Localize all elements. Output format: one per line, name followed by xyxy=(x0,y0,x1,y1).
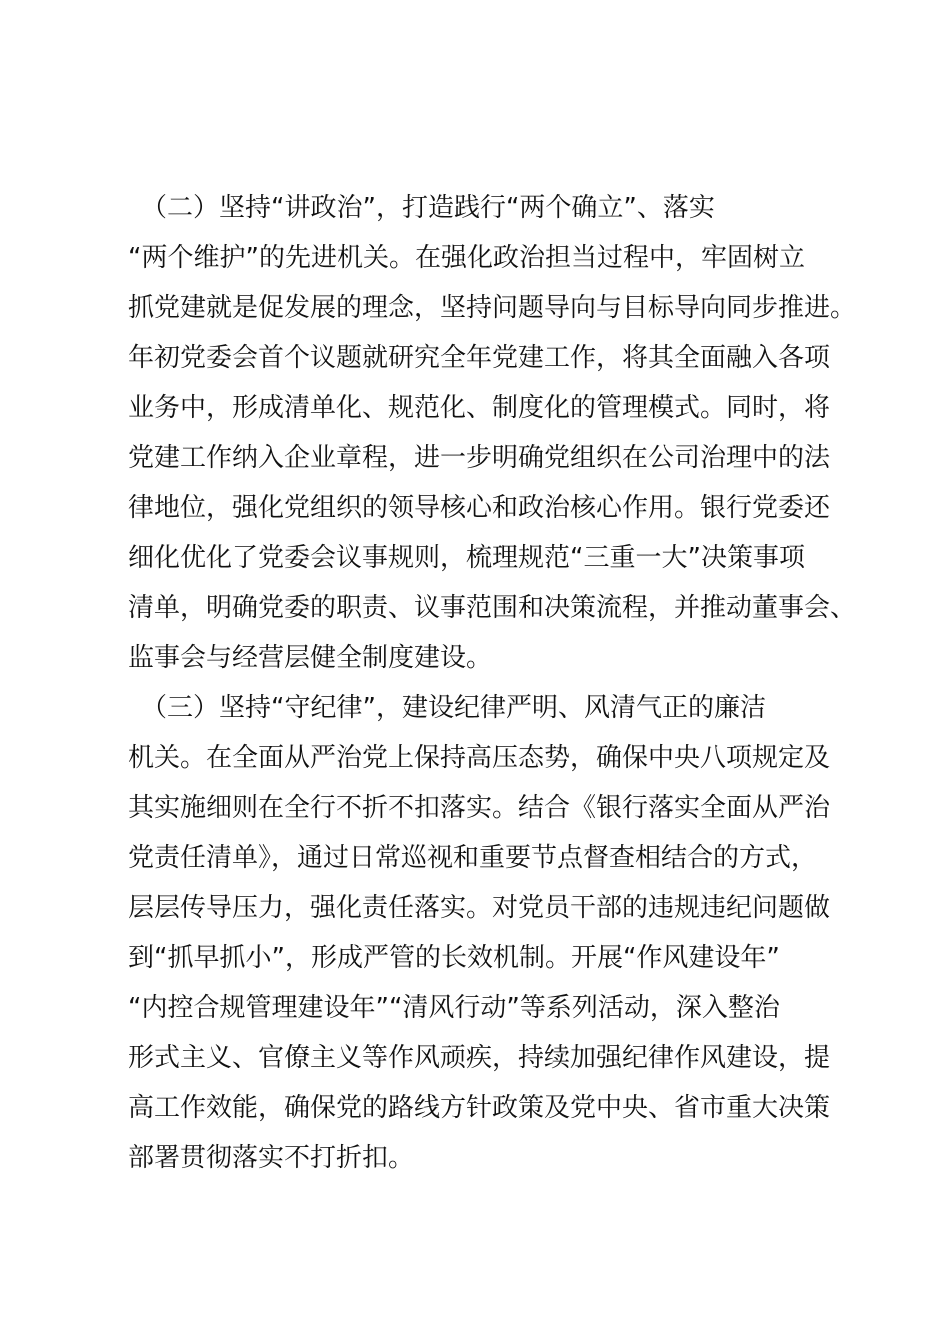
paragraph-line: 监事会与经营层健全制度建设。 xyxy=(128,643,493,673)
paragraph-line: 到“抓早抓小”，形成严管的长效机制。开展“作风建设年” xyxy=(128,943,780,973)
paragraph-line: “内控合规管理建设年”“清风行动”等系列活动，深入整治 xyxy=(128,993,780,1023)
paragraph-line: 形式主义、官僚主义等作风顽疾，持续加强纪律作风建设，提 xyxy=(128,1043,831,1073)
paragraph-line: （三）坚持“守纪律”，建设纪律严明、风清气正的廉洁 xyxy=(128,693,766,723)
paragraph-line: （二）坚持“讲政治”，打造践行“两个确立”、落实 xyxy=(128,193,715,223)
paragraph-section-3 xyxy=(128,683,848,1183)
paragraph-line: 党责任清单》，通过日常巡视和重要节点督查相结合的方式， xyxy=(128,843,818,873)
paragraph-line: 清单，明确党委的职责、议事范围和决策流程，并推动董事会、 xyxy=(128,593,857,623)
paragraph-line: 部署贯彻落实不打折扣。 xyxy=(128,1143,415,1173)
paragraph-line: 细化优化了党委会议事规则，梳理规范“三重一大”决策事项 xyxy=(128,543,805,573)
paragraph-line: 党建工作纳入企业章程，进一步明确党组织在公司治理中的法 xyxy=(128,443,831,473)
paragraph-line: 律地位，强化党组织的领导核心和政治核心作用。银行党委还 xyxy=(128,493,831,523)
paragraph-line: 其实施细则在全行不折不扣落实。结合《银行落实全面从严治 xyxy=(128,793,831,823)
paragraph-line: 业务中，形成清单化、规范化、制度化的管理模式。同时，将 xyxy=(128,393,831,423)
paragraph-section-2 xyxy=(128,183,857,683)
paragraph-line: 年初党委会首个议题就研究全年党建工作，将其全面融入各项 xyxy=(128,343,831,373)
paragraph-line: 层层传导压力，强化责任落实。对党员干部的违规违纪问题做 xyxy=(128,893,831,923)
paragraph-line: “两个维护”的先进机关。在强化政治担当过程中，牢固树立 xyxy=(128,243,805,273)
document-body xyxy=(128,183,857,1183)
paragraph-line: 抓党建就是促发展的理念，坚持问题导向与目标导向同步推进。 xyxy=(128,293,857,323)
paragraph-line: 机关。在全面从严治党上保持高压态势，确保中央八项规定及 xyxy=(128,743,831,773)
paragraph-line: 高工作效能，确保党的路线方针政策及党中央、省市重大决策 xyxy=(128,1093,831,1123)
